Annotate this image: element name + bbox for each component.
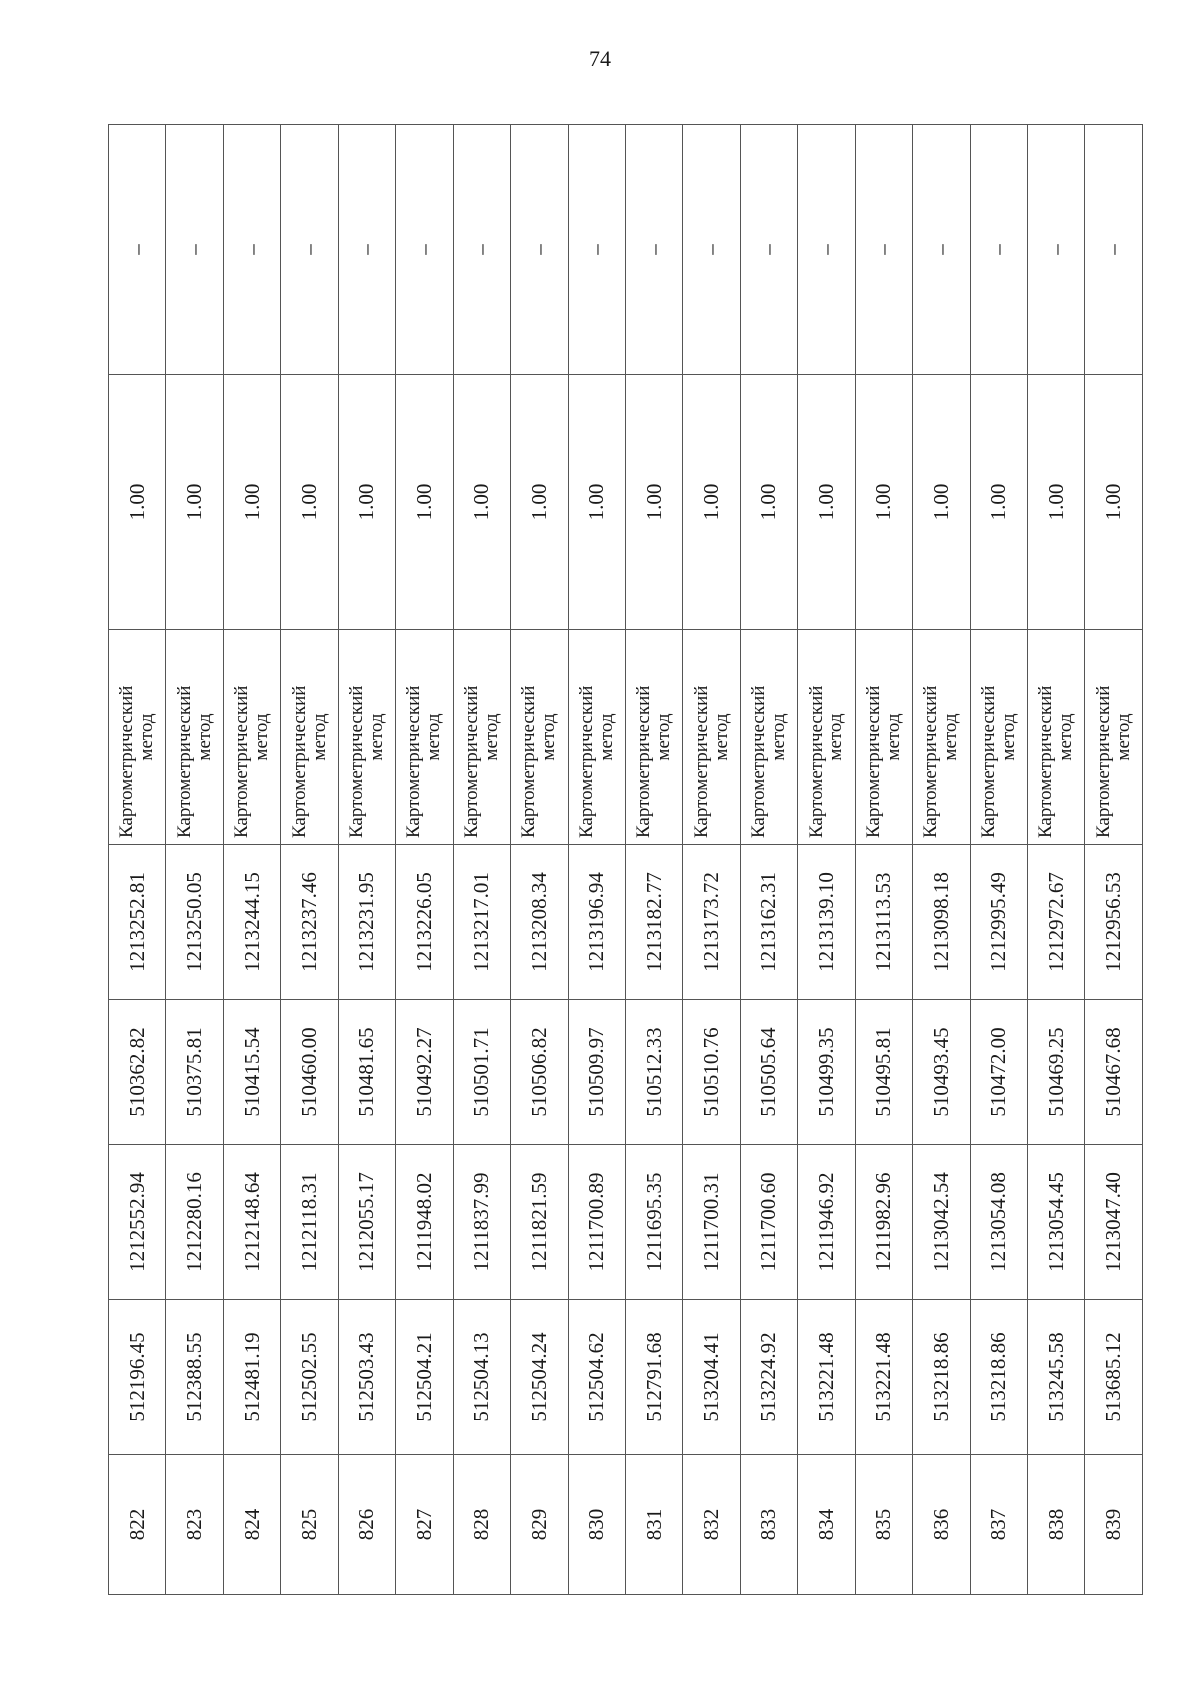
note-cell: – — [109, 125, 166, 375]
table-row — [568, 125, 625, 1595]
y1-coordinate-cell: 1211700.89 — [568, 1145, 625, 1300]
x1-coordinate-cell: 513218.86 — [970, 1300, 1027, 1455]
x2-coordinate-cell: 510375.81 — [166, 1000, 223, 1145]
method-line-2: метод — [1112, 713, 1134, 761]
y2-coordinate-cell: 1213139.10 — [798, 845, 855, 1000]
y2-coordinate-cell: 1213244.15 — [223, 845, 280, 1000]
y2-coordinate-cell: 1213208.34 — [511, 845, 568, 1000]
y1-coordinate-cell: 1211700.60 — [740, 1145, 797, 1300]
point-number-cell: 827 — [396, 1455, 453, 1595]
x2-coordinate-cell: 510362.82 — [109, 1000, 166, 1145]
x1-coordinate-cell: 512388.55 — [166, 1300, 223, 1455]
y1-coordinate-cell: 1213047.40 — [1085, 1145, 1143, 1300]
x2-coordinate-cell: 510493.45 — [913, 1000, 970, 1145]
accuracy-cell: 1.00 — [281, 375, 338, 630]
table-row — [683, 125, 740, 1595]
note-cell: – — [970, 125, 1027, 375]
method-cell — [798, 630, 855, 845]
accuracy-cell: 1.00 — [1028, 375, 1085, 630]
method-line-2: метод — [308, 713, 330, 761]
table-row — [166, 125, 223, 1595]
note-cell: – — [453, 125, 510, 375]
point-number-cell: 838 — [1028, 1455, 1085, 1595]
y1-coordinate-cell: 1212118.31 — [281, 1145, 338, 1300]
method-line-1: Картометрический — [748, 685, 770, 838]
y2-coordinate-cell: 1212956.53 — [1085, 845, 1143, 1000]
table-row — [1028, 125, 1085, 1595]
method-line-2: метод — [136, 713, 158, 761]
y1-coordinate-cell: 1211982.96 — [855, 1145, 912, 1300]
method-cell — [568, 630, 625, 845]
point-number-cell: 831 — [625, 1455, 682, 1595]
point-number-cell: 832 — [683, 1455, 740, 1595]
method-cell — [625, 630, 682, 845]
x1-coordinate-cell: 513221.48 — [798, 1300, 855, 1455]
x2-coordinate-cell: 510472.00 — [970, 1000, 1027, 1145]
accuracy-cell: 1.00 — [798, 375, 855, 630]
x2-coordinate-cell: 510469.25 — [1028, 1000, 1085, 1145]
method-line-1: Картометрический — [690, 685, 712, 838]
note-cell: – — [223, 125, 280, 375]
method-line-1: Картометрический — [633, 685, 655, 838]
table-row — [970, 125, 1027, 1595]
method-line-1: Картометрический — [116, 685, 138, 838]
y1-coordinate-cell: 1212280.16 — [166, 1145, 223, 1300]
note-cell: – — [855, 125, 912, 375]
note-cell: – — [166, 125, 223, 375]
x2-coordinate-cell: 510460.00 — [281, 1000, 338, 1145]
point-number-cell: 836 — [913, 1455, 970, 1595]
method-line-1: Картометрический — [460, 685, 482, 838]
y1-coordinate-cell: 1213042.54 — [913, 1145, 970, 1300]
y2-coordinate-cell: 1212995.49 — [970, 845, 1027, 1000]
y1-coordinate-cell: 1211948.02 — [396, 1145, 453, 1300]
method-cell — [855, 630, 912, 845]
x1-coordinate-cell: 512503.43 — [338, 1300, 395, 1455]
y2-coordinate-cell: 1213250.05 — [166, 845, 223, 1000]
accuracy-cell: 1.00 — [1085, 375, 1143, 630]
method-cell — [511, 630, 568, 845]
method-cell — [913, 630, 970, 845]
accuracy-cell: 1.00 — [166, 375, 223, 630]
y1-coordinate-cell: 1211946.92 — [798, 1145, 855, 1300]
page-number: 74 — [589, 46, 611, 71]
point-number-cell: 833 — [740, 1455, 797, 1595]
accuracy-cell: 1.00 — [568, 375, 625, 630]
y2-coordinate-cell: 1213252.81 — [109, 845, 166, 1000]
method-line-1: Картометрический — [1092, 685, 1114, 838]
note-cell: – — [1028, 125, 1085, 375]
method-cell — [1028, 630, 1085, 845]
method-line-2: метод — [710, 713, 732, 761]
accuracy-cell: 1.00 — [855, 375, 912, 630]
x1-coordinate-cell: 513245.58 — [1028, 1300, 1085, 1455]
method-cell — [109, 630, 166, 845]
accuracy-cell: 1.00 — [453, 375, 510, 630]
method-line-1: Картометрический — [231, 685, 253, 838]
method-cell — [223, 630, 280, 845]
x1-coordinate-cell: 513221.48 — [855, 1300, 912, 1455]
method-line-2: метод — [193, 713, 215, 761]
note-cell: – — [625, 125, 682, 375]
y2-coordinate-cell: 1213162.31 — [740, 845, 797, 1000]
x2-coordinate-cell: 510509.97 — [568, 1000, 625, 1145]
y2-coordinate-cell: 1213237.46 — [281, 845, 338, 1000]
point-number-cell: 825 — [281, 1455, 338, 1595]
table-row — [453, 125, 510, 1595]
note-cell: – — [913, 125, 970, 375]
note-cell: – — [396, 125, 453, 375]
x2-coordinate-cell: 510481.65 — [338, 1000, 395, 1145]
method-cell — [1085, 630, 1143, 845]
x2-coordinate-cell: 510499.35 — [798, 1000, 855, 1145]
note-cell: – — [798, 125, 855, 375]
y2-coordinate-cell: 1213231.95 — [338, 845, 395, 1000]
x1-coordinate-cell: 512502.55 — [281, 1300, 338, 1455]
method-line-2: метод — [825, 713, 847, 761]
point-number-cell: 837 — [970, 1455, 1027, 1595]
y2-coordinate-cell: 1213098.18 — [913, 845, 970, 1000]
y1-coordinate-cell: 1211837.99 — [453, 1145, 510, 1300]
method-cell — [281, 630, 338, 845]
point-number-cell: 824 — [223, 1455, 280, 1595]
x1-coordinate-cell: 512481.19 — [223, 1300, 280, 1455]
method-line-1: Картометрический — [920, 685, 942, 838]
table-row — [109, 125, 166, 1595]
table-row — [625, 125, 682, 1595]
x2-coordinate-cell: 510510.76 — [683, 1000, 740, 1145]
y1-coordinate-cell: 1212055.17 — [338, 1145, 395, 1300]
method-line-1: Картометрический — [518, 685, 540, 838]
method-line-2: метод — [1055, 713, 1077, 761]
y1-coordinate-cell: 1211821.59 — [511, 1145, 568, 1300]
table-row — [740, 125, 797, 1595]
method-cell — [453, 630, 510, 845]
method-line-1: Картометрический — [346, 685, 368, 838]
note-cell: – — [740, 125, 797, 375]
table-body — [109, 125, 1143, 1595]
x1-coordinate-cell: 512791.68 — [625, 1300, 682, 1455]
x1-coordinate-cell: 512504.13 — [453, 1300, 510, 1455]
x1-coordinate-cell: 512504.21 — [396, 1300, 453, 1455]
table-row — [223, 125, 280, 1595]
method-line-2: метод — [538, 713, 560, 761]
y2-coordinate-cell: 1213113.53 — [855, 845, 912, 1000]
accuracy-cell: 1.00 — [511, 375, 568, 630]
point-number-cell: 829 — [511, 1455, 568, 1595]
y2-coordinate-cell: 1212972.67 — [1028, 845, 1085, 1000]
note-cell: – — [683, 125, 740, 375]
method-line-1: Картометрический — [805, 685, 827, 838]
y2-coordinate-cell: 1213196.94 — [568, 845, 625, 1000]
accuracy-cell: 1.00 — [625, 375, 682, 630]
method-cell — [740, 630, 797, 845]
y1-coordinate-cell: 1213054.08 — [970, 1145, 1027, 1300]
method-line-1: Картометрический — [288, 685, 310, 838]
method-line-1: Картометрический — [1035, 685, 1057, 838]
method-line-1: Картометрический — [403, 685, 425, 838]
note-cell: – — [511, 125, 568, 375]
method-line-2: метод — [251, 713, 273, 761]
x2-coordinate-cell: 510415.54 — [223, 1000, 280, 1145]
y1-coordinate-cell: 1211695.35 — [625, 1145, 682, 1300]
accuracy-cell: 1.00 — [109, 375, 166, 630]
point-number-cell: 822 — [109, 1455, 166, 1595]
x2-coordinate-cell: 510506.82 — [511, 1000, 568, 1145]
accuracy-cell: 1.00 — [223, 375, 280, 630]
method-cell — [338, 630, 395, 845]
x2-coordinate-cell: 510492.27 — [396, 1000, 453, 1145]
table-row — [855, 125, 912, 1595]
note-cell: – — [281, 125, 338, 375]
method-line-1: Картометрический — [862, 685, 884, 838]
table-row — [1085, 125, 1143, 1595]
method-line-1: Картометрический — [575, 685, 597, 838]
y1-coordinate-cell: 1213054.45 — [1028, 1145, 1085, 1300]
point-number-cell: 834 — [798, 1455, 855, 1595]
method-line-2: метод — [768, 713, 790, 761]
y1-coordinate-cell: 1212148.64 — [223, 1145, 280, 1300]
coordinates-table-rotated — [108, 125, 1143, 1595]
table-row — [511, 125, 568, 1595]
accuracy-cell: 1.00 — [683, 375, 740, 630]
method-cell — [970, 630, 1027, 845]
note-cell: – — [338, 125, 395, 375]
x2-coordinate-cell: 510501.71 — [453, 1000, 510, 1145]
x1-coordinate-cell: 512196.45 — [109, 1300, 166, 1455]
x2-coordinate-cell: 510467.68 — [1085, 1000, 1143, 1145]
x1-coordinate-cell: 512504.24 — [511, 1300, 568, 1455]
point-number-cell: 830 — [568, 1455, 625, 1595]
method-line-2: метод — [365, 713, 387, 761]
point-number-cell: 839 — [1085, 1455, 1143, 1595]
method-cell — [683, 630, 740, 845]
coordinates-table — [108, 124, 1143, 1595]
method-line-2: метод — [882, 713, 904, 761]
x1-coordinate-cell: 513204.41 — [683, 1300, 740, 1455]
x1-coordinate-cell: 513685.12 — [1085, 1300, 1143, 1455]
method-cell — [166, 630, 223, 845]
x1-coordinate-cell: 512504.62 — [568, 1300, 625, 1455]
x1-coordinate-cell: 513218.86 — [913, 1300, 970, 1455]
note-cell: – — [1085, 125, 1143, 375]
table-row — [281, 125, 338, 1595]
accuracy-cell: 1.00 — [338, 375, 395, 630]
method-cell — [396, 630, 453, 845]
method-line-2: метод — [653, 713, 675, 761]
accuracy-cell: 1.00 — [396, 375, 453, 630]
point-number-cell: 826 — [338, 1455, 395, 1595]
y2-coordinate-cell: 1213226.05 — [396, 845, 453, 1000]
point-number-cell: 828 — [453, 1455, 510, 1595]
accuracy-cell: 1.00 — [740, 375, 797, 630]
method-line-1: Картометрический — [173, 685, 195, 838]
table-row — [396, 125, 453, 1595]
method-line-2: метод — [997, 713, 1019, 761]
y1-coordinate-cell: 1211700.31 — [683, 1145, 740, 1300]
table-row — [338, 125, 395, 1595]
table-row — [913, 125, 970, 1595]
note-cell: – — [568, 125, 625, 375]
accuracy-cell: 1.00 — [913, 375, 970, 630]
y1-coordinate-cell: 1212552.94 — [109, 1145, 166, 1300]
method-line-2: метод — [480, 713, 502, 761]
point-number-cell: 823 — [166, 1455, 223, 1595]
y2-coordinate-cell: 1213182.77 — [625, 845, 682, 1000]
accuracy-cell: 1.00 — [970, 375, 1027, 630]
table-row — [798, 125, 855, 1595]
x2-coordinate-cell: 510505.64 — [740, 1000, 797, 1145]
y2-coordinate-cell: 1213173.72 — [683, 845, 740, 1000]
y2-coordinate-cell: 1213217.01 — [453, 845, 510, 1000]
method-line-2: метод — [423, 713, 445, 761]
x2-coordinate-cell: 510495.81 — [855, 1000, 912, 1145]
method-line-1: Картометрический — [977, 685, 999, 838]
method-line-2: метод — [595, 713, 617, 761]
x1-coordinate-cell: 513224.92 — [740, 1300, 797, 1455]
point-number-cell: 835 — [855, 1455, 912, 1595]
method-line-2: метод — [940, 713, 962, 761]
x2-coordinate-cell: 510512.33 — [625, 1000, 682, 1145]
